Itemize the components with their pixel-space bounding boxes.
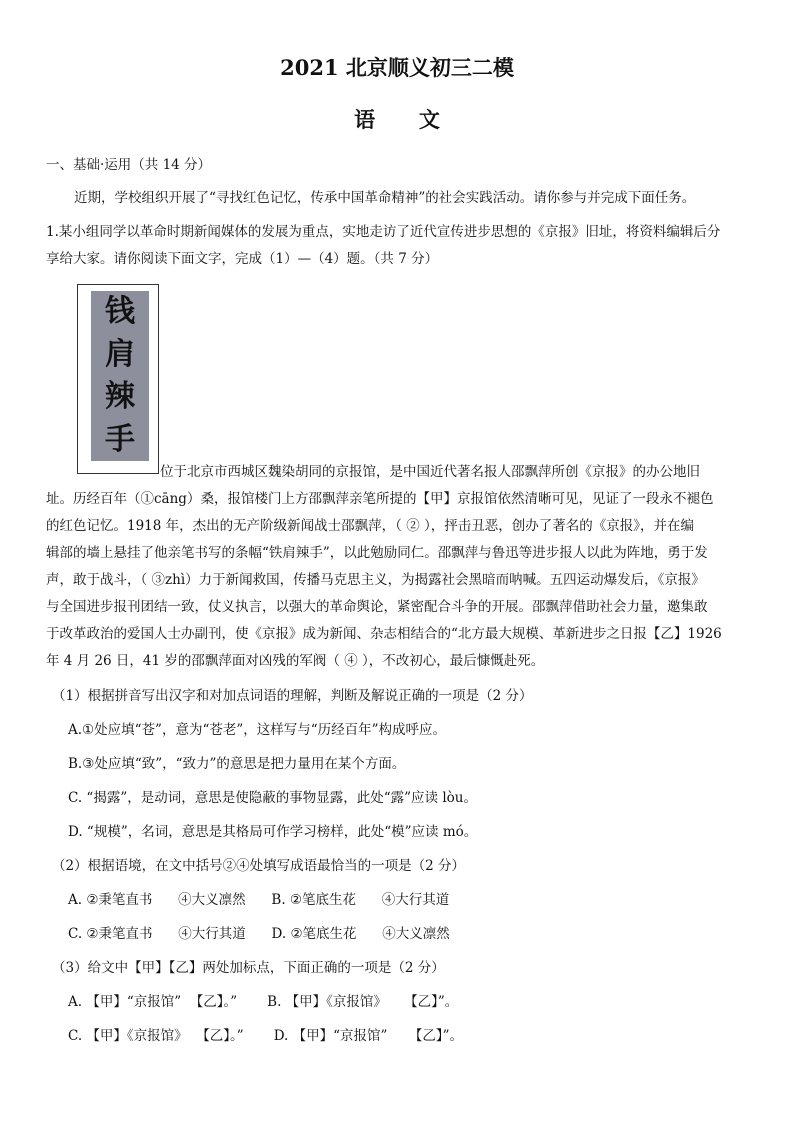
question-1-line-2: 享给大家。请你阅读下面文字，完成（1）—（4）题。（共 7 分）	[46, 251, 439, 267]
question-stem: （1）根据拼音写出汉字和对加点词语的理解，判断及解说正确的一项是（2 分）	[52, 688, 533, 704]
section-intro: 近期，学校组织开展了“寻找红色记忆，传承中国革命精神”的社会实践活动。请你参与并完成下面任务。	[74, 190, 696, 206]
question-1-line-1: 1.某小组同学以革命时期新闻媒体的发展为重点，实地走访了近代宣传进步思想的《京报》旧址，将资料编辑后分	[46, 224, 721, 240]
option-a: A.①处应填“苍”，意为“苍老”，这样写与“历经百年”构成呼应。	[68, 722, 447, 738]
section-heading: 一、基础·运用（共 14 分）	[46, 157, 212, 173]
question-stem: （3）给文中【甲】【乙】两处加标点，下面正确的一项是（2 分）	[52, 960, 445, 976]
passage-line: 年 4 月 26 日，41 岁的邵飘萍面对凶残的军阀（ ④ ），不改初心，最后慷慨赴死。	[46, 653, 545, 669]
calligraphy-char: 辣	[105, 379, 135, 415]
calligraphy-char: 钱	[105, 294, 135, 330]
passage-line: 的红色记忆。1918 年，杰出的无产阶级新闻战士邵飘萍，（ ② ），抨击丑恶，创办了著名的《京报》，并在编	[46, 518, 694, 534]
passage-line: 与全国进步报刊团结一致，仗义执言，以强大的革命舆论，紧密配合斗争的开展。邵飘萍借助社会力量，邀集敢	[46, 599, 708, 615]
question-stem: （2）根据语境，在文中括号②④处填写成语最恰当的一项是（2 分）	[52, 858, 465, 874]
subject-title: 语 文	[354, 107, 440, 132]
passage-line: 位于北京市西城区魏染胡同的京报馆，是中国近代著名报人邵飘萍所创《京报》的办公地旧	[160, 464, 700, 480]
options-row: A. ②秉笔直书 ④大义凛然 B. ②笔底生花 ④大行其道	[68, 892, 450, 908]
calligraphy-char: 肩	[105, 336, 135, 372]
options-row: C. 【甲】《京报馆》 【乙】。” D. 【甲】“京报馆” 【乙】”。	[68, 1028, 464, 1044]
passage-line: 辑部的墙上悬挂了他亲笔书写的条幅“铁肩辣手”，以此勉励同仁。邵飘萍与鲁迅等进步报人以此为阵地，勇于发	[46, 545, 708, 561]
exam-title: 2021 北京顺义初三二模	[280, 55, 514, 80]
calligraphy-image	[77, 284, 159, 474]
options-row: A. 【甲】“京报馆” 【乙】。” B. 【甲】《京报馆》 【乙】”。	[68, 994, 459, 1010]
options-row: C. ②秉笔直书 ④大行其道 D. ②笔底生花 ④大义凛然	[68, 926, 450, 942]
option-b: B.③处应填“致”，“致力”的意思是把力量用在某个方面。	[68, 756, 406, 772]
option-d: D. “规模”，名词，意思是其格局可作学习榜样，此处“模”应读 mó。	[68, 824, 478, 840]
calligraphy-char: 手	[105, 421, 135, 457]
calligraphy-scroll	[91, 291, 149, 461]
passage-line: 于改革政治的爱国人士办副刊，使《京报》成为新闻、杂志相结合的“北方最大规模、革新进步之日报【乙】1926	[46, 626, 722, 642]
option-c: C. “揭露”，是动词，意思是使隐蔽的事物显露，此处“露”应读 lòu。	[68, 790, 477, 806]
passage-line: 声，敢于战斗，（ ③zhì）力于新闻救国，传播马克思主义，为揭露社会黑暗而呐喊。五四运动爆发后，《京报》	[46, 572, 705, 588]
passage-line: 址。历经百年（①cāng）桑，报馆楼门上方邵飘萍亲笔所提的【甲】京报馆依然清晰可见，见证了一段永不褪色	[46, 491, 714, 507]
